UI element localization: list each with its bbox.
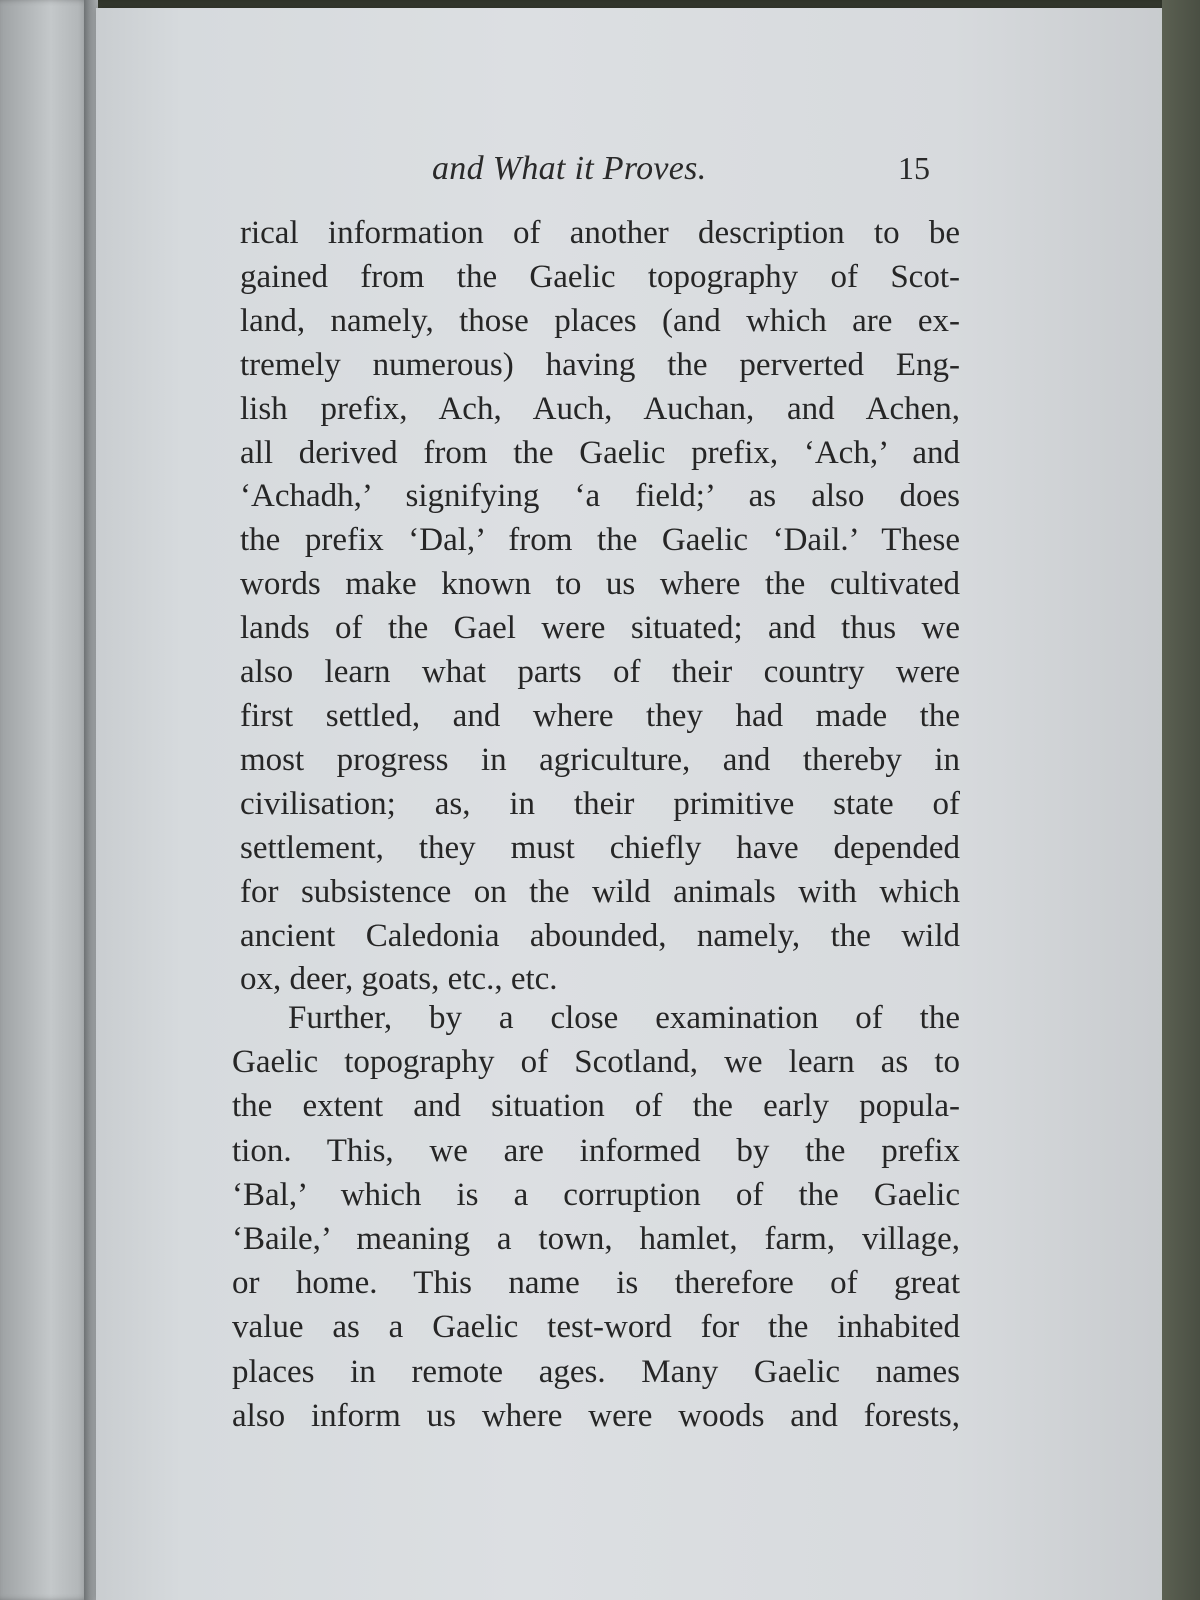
page-number: 15 bbox=[898, 150, 930, 186]
text-line: rical information of another description to be bbox=[240, 215, 960, 251]
text-line: Gaelic topography of Scotland, we learn as to bbox=[232, 1044, 960, 1081]
facing-page-edge bbox=[0, 0, 92, 1600]
text-line: lands of the Gael were situated; and thus we bbox=[240, 610, 960, 647]
running-head bbox=[96, 150, 1168, 200]
text-line: tion. This, we are informed by the prefix bbox=[232, 1132, 960, 1169]
text-line: value as a Gaelic test-word for the inhabited bbox=[232, 1309, 960, 1346]
text-line: lish prefix, Ach, Auch, Auchan, and Achen, bbox=[240, 390, 960, 427]
text-line: settlement, they must chiefly have depended bbox=[240, 829, 960, 866]
text-line: all derived from the Gaelic prefix, ‘Ach,’ and bbox=[240, 434, 960, 471]
paragraph-1 bbox=[240, 212, 960, 1002]
text-line: the prefix ‘Dal,’ from the Gaelic ‘Dail.’ These bbox=[240, 522, 960, 559]
text-line: ‘Bal,’ which is a corruption of the Gaelic bbox=[232, 1176, 960, 1213]
book-cover-edge bbox=[1162, 0, 1200, 1600]
text-line: civilisation; as, in their primitive state of bbox=[240, 785, 960, 822]
text-line: ancient Caledonia abounded, namely, the wild bbox=[240, 917, 960, 954]
text-line: the extent and situation of the early popula- bbox=[232, 1088, 960, 1125]
text-line: places in remote ages. Many Gaelic names bbox=[232, 1353, 960, 1390]
text-line: also inform us where were woods and forests, bbox=[232, 1397, 960, 1434]
text-line: Further, by a close examination of the bbox=[288, 1000, 960, 1036]
paragraph-2 bbox=[232, 996, 960, 1438]
text-line: ox, deer, goats, etc., etc. bbox=[240, 961, 558, 998]
text-line: for subsistence on the wild animals with which bbox=[240, 873, 960, 910]
text-line: most progress in agriculture, and thereby in bbox=[240, 741, 960, 778]
text-line: gained from the Gaelic topography of Scot- bbox=[240, 258, 960, 295]
text-line: tremely numerous) having the perverted Eng- bbox=[240, 346, 960, 383]
text-line: also learn what parts of their country were bbox=[240, 654, 960, 691]
text-line: ‘Baile,’ meaning a town, hamlet, farm, village, bbox=[232, 1221, 960, 1258]
text-line: land, namely, those places (and which are ex- bbox=[240, 302, 960, 339]
text-line: first settled, and where they had made the bbox=[240, 697, 960, 734]
text-line: ‘Achadh,’ signifying ‘a field;’ as also does bbox=[240, 478, 960, 515]
running-head-title: and What it Proves. bbox=[432, 150, 707, 187]
text-line: words make known to us where the cultivated bbox=[240, 566, 960, 603]
text-line: or home. This name is therefore of great bbox=[232, 1265, 960, 1302]
